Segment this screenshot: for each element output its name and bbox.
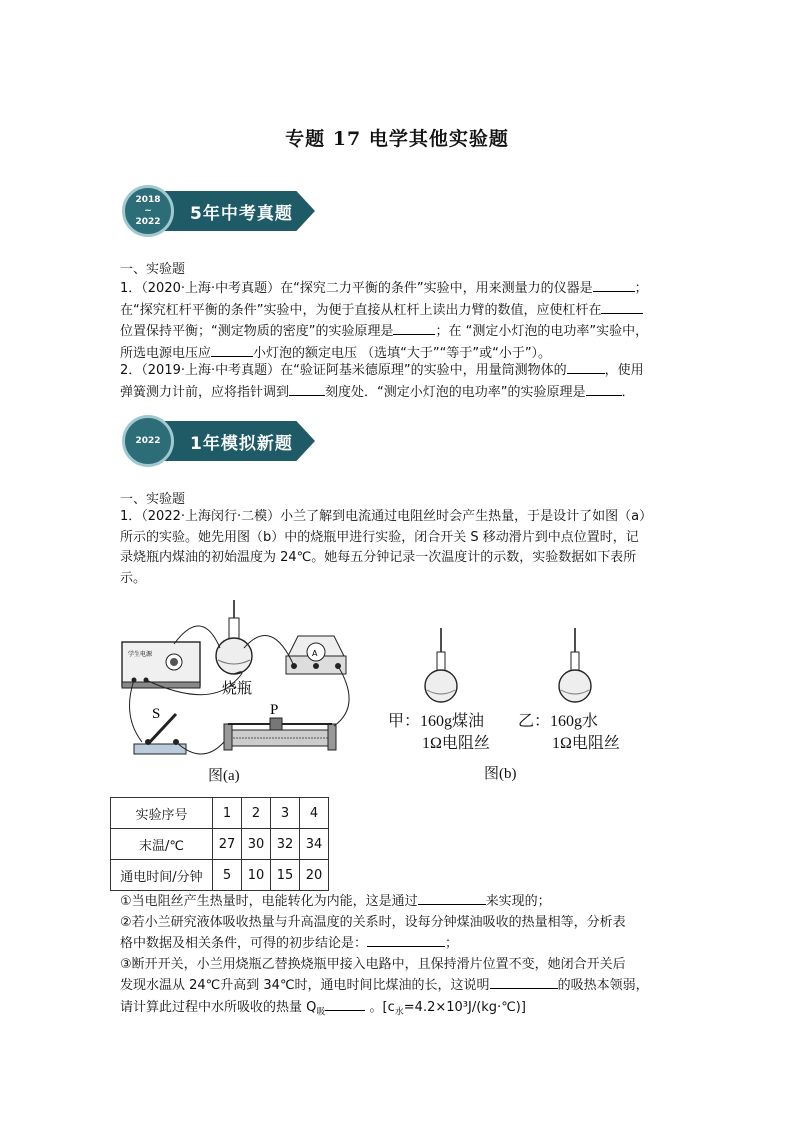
table-row-header: 实验序号	[111, 798, 213, 829]
q2-line2-mid: 刻度处．“测定小灯泡的电功率”的实验原理是	[325, 384, 586, 400]
flask-jia-label	[388, 711, 490, 755]
page-title: 专题 17 电学其他实验题	[285, 128, 509, 150]
banner-year: 2022	[135, 435, 161, 446]
q1-line4: 所选电源电压应	[120, 345, 212, 361]
table-cell: 34	[300, 829, 329, 860]
section1-question2	[120, 360, 680, 403]
subq2-line2: 格中数据及相关条件，可得的初步结论是：	[120, 936, 368, 951]
meter-label: A	[312, 649, 318, 658]
q1-line3: 位置保持平衡；“测定物质的密度”的实验原理是	[120, 324, 394, 339]
answer-blank[interactable]	[211, 343, 253, 357]
table-cell: 10	[242, 860, 271, 891]
table-row	[111, 860, 329, 891]
table-cell: 3	[271, 798, 300, 829]
figure-b-flasks	[415, 626, 615, 706]
section1-heading: 一、实验题	[120, 262, 186, 277]
table-cell: 27	[213, 829, 242, 860]
section2-question1	[120, 507, 680, 589]
table-row	[111, 829, 329, 860]
answer-blank[interactable]	[325, 997, 365, 1011]
q2-line1-end: ，使用	[604, 363, 644, 378]
figure-b-caption: 图(b)	[484, 766, 517, 782]
subq1-end: 来实现的；	[485, 894, 551, 909]
subq3-line3: 请计算此过程中水所吸收的热量 Q	[120, 999, 317, 1015]
subq3-line1: ③断开开关，小兰用烧瓶乙替换烧瓶甲接入电路中，且保持滑片位置不变，她闭合开关后	[120, 956, 626, 972]
yi-line2: 1Ω电阻丝	[552, 735, 620, 752]
banner-5-year-exams	[120, 181, 330, 243]
s2q1-line1: 1．（2022·上海闵行·二模）小兰了解到电流通过电阻丝时会产生热量，于是设计了如图（a）	[120, 509, 653, 524]
table-cell: 30	[242, 829, 271, 860]
table-cell: 1	[213, 798, 242, 829]
subq3-formula: 。[c	[369, 999, 395, 1015]
s2q1-line2: 所示的实验。她先用图（b）中的烧瓶甲进行实验，闭合开关 S 移动滑片到中点位置时，记	[120, 529, 639, 545]
answer-blank[interactable]	[393, 321, 435, 335]
banner-year-badge	[122, 415, 174, 467]
answer-blank[interactable]	[418, 891, 486, 905]
banner-text: 5年中考真题	[190, 204, 293, 224]
table-cell: 2	[242, 798, 271, 829]
flask-yi-label	[518, 711, 620, 755]
answer-blank[interactable]	[601, 300, 643, 314]
flask-label: 烧瓶	[222, 681, 253, 697]
q1-line1: 1．（2020·上海·中考真题）在“探究二力平衡的条件”实验中，用来测量力的仪器是	[120, 281, 593, 296]
subq3-line2-end: 的吸热本领弱，	[557, 978, 649, 993]
banner-year-sep: ~	[144, 205, 152, 216]
subq3-line2: 发现水温从 24℃升高到 34℃时，通电时间比煤油的长，这说明	[120, 978, 490, 993]
table-row	[111, 798, 329, 829]
table-cell: 4	[300, 798, 329, 829]
answer-blank[interactable]	[586, 382, 622, 396]
jia-line2: 1Ω电阻丝	[422, 735, 490, 752]
wire	[334, 666, 349, 726]
data-table	[110, 797, 329, 891]
banner-year-start: 2018	[135, 194, 161, 205]
power-label: 学生电源	[128, 651, 153, 658]
q2-line1: 2．（2019·上海·中考真题）在“验证阿基米德原理”的实验中，用量筒测物体的	[120, 363, 567, 378]
s2q1-line3: 录烧瓶内煤油的初始温度为 24℃。她每五分钟记录一次温度计的示数，实验数据如下表所	[120, 550, 637, 565]
section1-question1	[120, 278, 680, 364]
banner-year-badge	[122, 185, 174, 237]
answer-blank[interactable]	[567, 360, 605, 374]
q1-line2: 在“探究杠杆平衡的条件”实验中，为便于直接从杠杆上读出力臂的数值，应使杠杆在	[120, 302, 602, 318]
q1-line4-end: 小灯泡的额定电压 （选填“大于”“等于”或“小于”）。	[253, 345, 552, 361]
answer-blank[interactable]	[367, 933, 445, 947]
figure-a-caption: 图(a)	[208, 768, 240, 784]
subq1-text: ①当电阻丝产生热量时，电能转化为内能，这是通过	[120, 894, 418, 909]
jia-line1: 甲：160g煤油	[388, 713, 485, 730]
flask-jia-icon	[425, 628, 457, 702]
subq2-end: ；	[445, 936, 459, 951]
rheostat-icon	[224, 718, 336, 750]
flask-icon	[216, 600, 252, 674]
q2-line2-end: ．	[621, 384, 635, 400]
table-row-header: 通电时间/分钟	[111, 860, 213, 891]
banner-text: 1年模拟新题	[190, 434, 293, 454]
figure-a-circuit	[112, 596, 362, 786]
section2-subquestions	[120, 891, 680, 1023]
answer-blank[interactable]	[289, 382, 325, 396]
table-cell: 5	[213, 860, 242, 891]
banner-1-year-mock	[120, 411, 330, 473]
table-row-header: 末温/℃	[111, 829, 213, 860]
table-cell: 32	[271, 829, 300, 860]
answer-blank[interactable]	[490, 975, 558, 989]
flask-yi-icon	[559, 628, 591, 702]
yi-line1: 乙：160g水	[518, 713, 599, 730]
subscript: 吸	[316, 1007, 326, 1018]
table-cell: 15	[271, 860, 300, 891]
subq3-formula-end: =4.2×10³J/(kg·℃)]	[403, 999, 526, 1015]
switch-label: S	[152, 706, 161, 722]
q1-line1-end: ；	[634, 281, 648, 296]
s2q1-line4: 示。	[120, 570, 147, 586]
subscript: 水	[394, 1007, 404, 1018]
banner-year-end: 2022	[135, 216, 161, 227]
slider-label: P	[270, 702, 279, 718]
section2-heading: 一、实验题	[120, 492, 186, 507]
q1-line3-end: ；在 “测定小灯泡的电功率”实验中，	[435, 324, 649, 339]
subq2-line1: ②若小兰研究液体吸收热量与升高温度的关系时，设每分钟煤油吸收的热量相等，分析表	[120, 914, 626, 930]
wire	[130, 680, 143, 742]
table-cell: 20	[300, 860, 329, 891]
answer-blank[interactable]	[593, 278, 635, 292]
q2-line2: 弹簧测力计前，应将指针调到	[120, 384, 290, 400]
